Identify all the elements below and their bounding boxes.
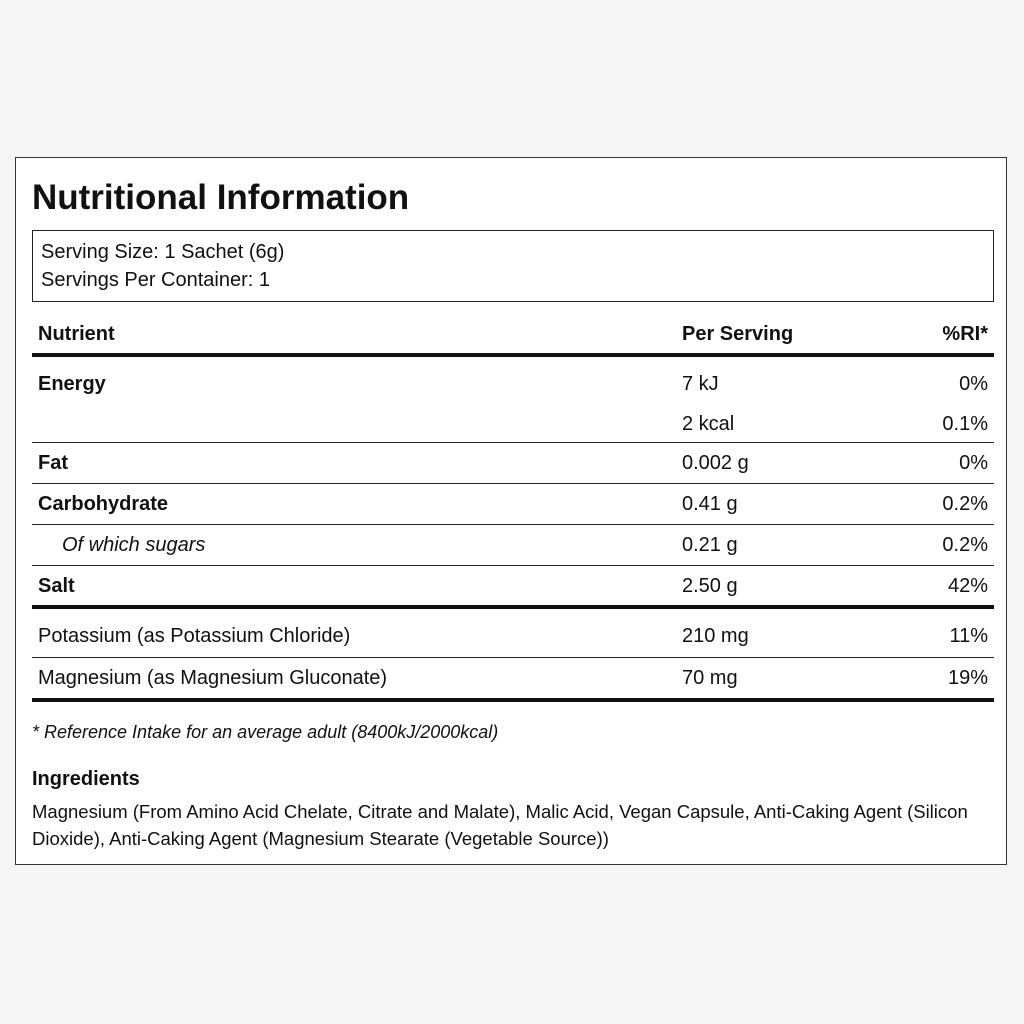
table-row-carbohydrate bbox=[32, 484, 994, 525]
ingredients-heading: Ingredients bbox=[32, 768, 140, 790]
nutrition-panel bbox=[15, 157, 1007, 865]
row-per-serving: 0.21 g bbox=[682, 534, 738, 556]
row-per-serving: 7 kJ bbox=[682, 373, 719, 395]
page-title: Nutritional Information bbox=[32, 178, 410, 217]
header-nutrient: Nutrient bbox=[38, 323, 115, 345]
row-ri: 19% bbox=[947, 667, 988, 689]
row-ri: 42% bbox=[947, 575, 988, 597]
serving-size: Serving Size: 1 Sachet (6g) bbox=[41, 241, 285, 263]
servings-per-container: Servings Per Container: 1 bbox=[41, 269, 271, 291]
table-row-fat bbox=[32, 443, 994, 484]
table-row-energy-kcal bbox=[32, 401, 994, 443]
row-nutrient: Energy bbox=[38, 373, 106, 395]
row-ri: 0.2% bbox=[942, 493, 988, 515]
ri-footnote: * Reference Intake for an average adult (8400kJ/2000kcal) bbox=[32, 722, 499, 742]
header-ri: %RI* bbox=[942, 323, 988, 345]
table-row-potassium bbox=[32, 609, 994, 658]
row-nutrient: Salt bbox=[38, 575, 75, 597]
row-ri: 0% bbox=[959, 452, 988, 474]
row-per-serving: 2 kcal bbox=[682, 413, 735, 435]
row-ri: 0.2% bbox=[942, 534, 988, 556]
serving-info-box bbox=[32, 230, 994, 302]
row-ri: 0% bbox=[959, 373, 988, 395]
row-nutrient: Magnesium (as Magnesium Gluconate) bbox=[38, 667, 388, 689]
row-per-serving: 210 mg bbox=[682, 625, 749, 647]
nutrition-table bbox=[32, 315, 994, 702]
row-per-serving: 2.50 g bbox=[682, 575, 738, 597]
row-per-serving: 0.002 g bbox=[682, 452, 749, 474]
table-header-row bbox=[32, 315, 994, 357]
table-row-salt bbox=[32, 566, 994, 609]
header-per-serving: Per Serving bbox=[682, 323, 794, 345]
row-ri: 11% bbox=[949, 625, 988, 647]
row-ri: 0.1% bbox=[942, 413, 988, 435]
table-row-energy-kj bbox=[32, 357, 994, 401]
table-row-magnesium bbox=[32, 658, 994, 702]
table-row-sugars bbox=[32, 525, 994, 566]
row-nutrient: Carbohydrate bbox=[38, 493, 169, 515]
row-nutrient: Fat bbox=[38, 452, 68, 474]
row-nutrient: Of which sugars bbox=[62, 534, 206, 556]
row-nutrient: Potassium (as Potassium Chloride) bbox=[38, 625, 351, 647]
ingredients-text: Magnesium (From Amino Acid Chelate, Citrate and Malate), Malic Acid, Vegan Capsule, Anti-Caking Agent (Silicon Dioxide), Anti-Caking Agent (Magnesium Stearate (Vegetable Source)) bbox=[32, 801, 968, 849]
row-per-serving: 70 mg bbox=[682, 667, 738, 689]
row-per-serving: 0.41 g bbox=[682, 493, 738, 515]
